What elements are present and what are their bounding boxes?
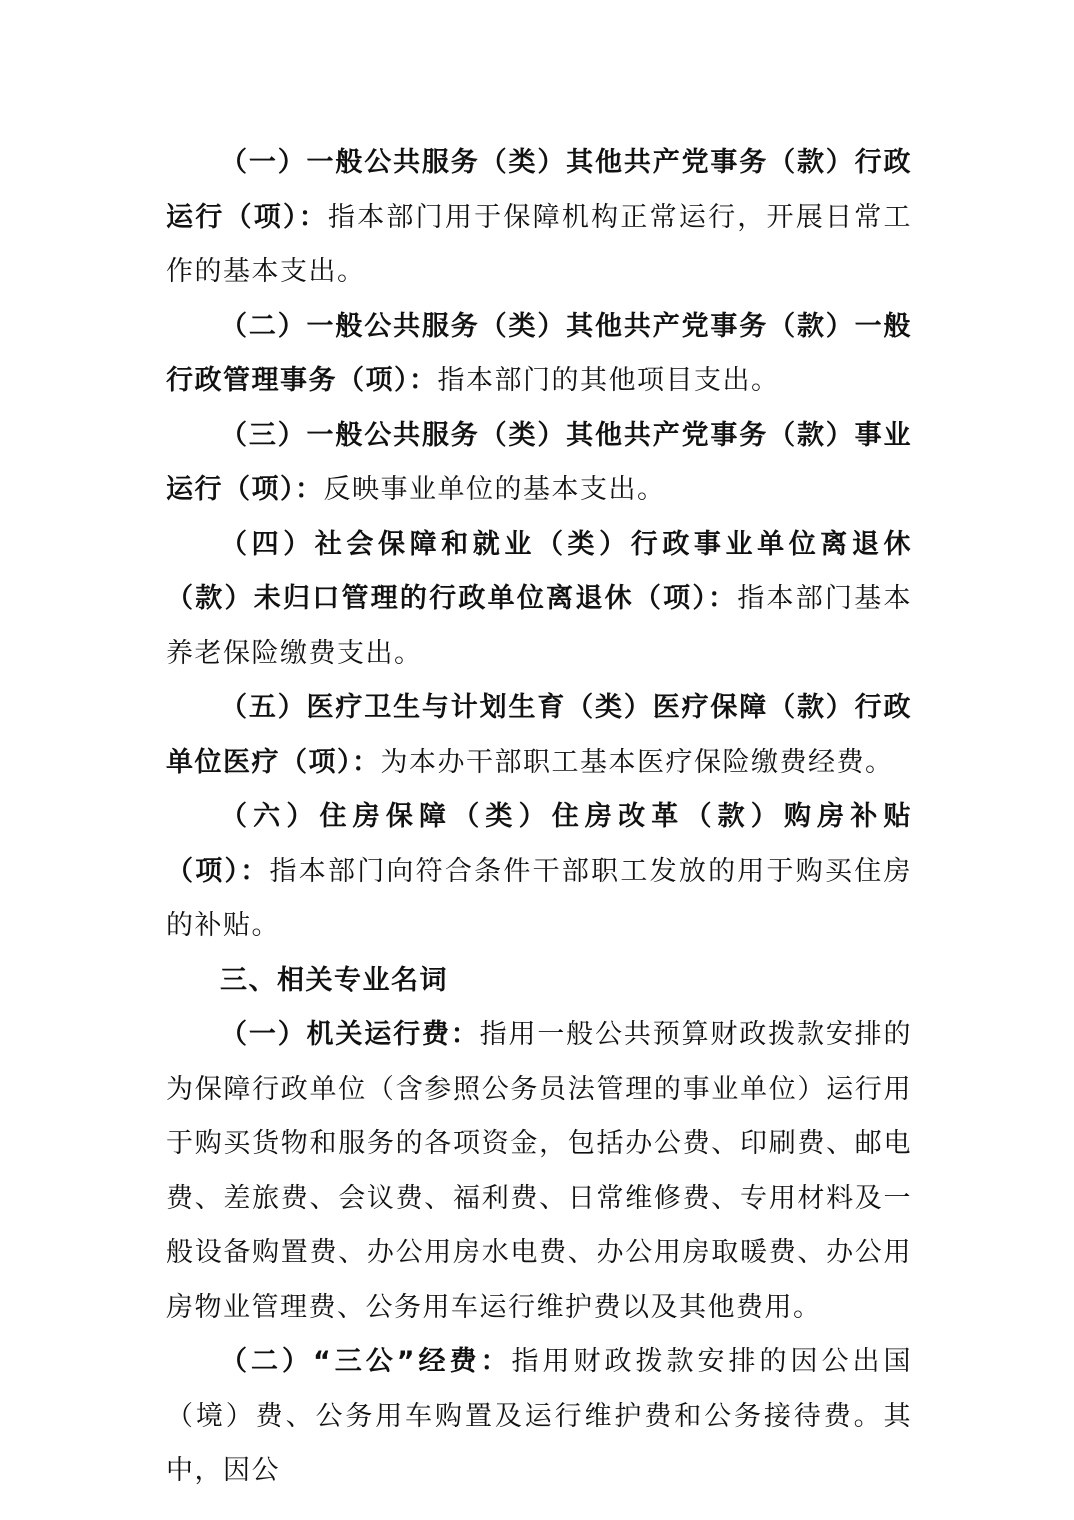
paragraph-item-6 — [166, 790, 912, 954]
item-text: 指本部门向符合条件干部职工发放的用于购买住房的补贴。 — [166, 855, 913, 941]
paragraph-term-1 — [166, 1008, 912, 1335]
paragraph-item-1 — [166, 136, 912, 300]
item-term: （二）“三公”经费： — [220, 1346, 512, 1377]
paragraph-item-4 — [166, 518, 912, 682]
item-text: 为本办干部职工基本医疗保险缴费经费。 — [380, 746, 894, 778]
item-term: （一）机关运行费： — [220, 1019, 480, 1050]
item-term: （二）一般公共服务（类）其他共产党事务（款）一般行政管理事务（项）： — [166, 310, 912, 396]
paragraph-item-3 — [166, 409, 912, 518]
document-body — [166, 136, 912, 1499]
item-text: 指本部门基本养老保险缴费支出。 — [166, 583, 913, 669]
item-term: （一）一般公共服务（类）其他共产党事务（款）行政运行（项）： — [166, 147, 912, 233]
item-text: 指本部门用于保障机构正常运行，开展日常工作的基本支出。 — [166, 201, 913, 287]
item-term: （四）社会保障和就业（类）行政事业单位离退休（款）未归口管理的行政单位离退休（项）： — [166, 528, 912, 614]
item-term: （六）住房保障（类）住房改革（款）购房补贴（项）： — [166, 801, 912, 887]
item-text: 反映事业单位的基本支出。 — [323, 474, 666, 505]
paragraph-item-5 — [166, 681, 912, 790]
item-text: 指用一般公共预算财政拨款安排的为保障行政单位（含参照公务员法管理的事业单位）运行用于购买货物和服务的各项资金，包括办公费、印刷费、邮电费、差旅费、会议费、福利费、日常维修费、专用材料及一般设备购置费、办公用房水电费、办公用房取暖费、办公用房物业管理费、公务用车运行维护费以及其他费用。 — [166, 1019, 913, 1323]
item-text: 指用财政拨款安排的因公出国（境）费、公务用车购置及运行维护费和公务接待费。其中，因公 — [166, 1346, 912, 1486]
item-term: （五）医疗卫生与计划生育（类）医疗保障（款）行政单位医疗（项）： — [166, 692, 912, 778]
section-heading: 三、相关专业名词 — [220, 964, 448, 996]
item-text: 指本部门的其他项目支出。 — [437, 365, 780, 396]
paragraph-term-2 — [166, 1335, 912, 1499]
item-term: （三）一般公共服务（类）其他共产党事务（款）事业运行（项）： — [166, 419, 912, 505]
paragraph-item-2 — [166, 300, 912, 409]
